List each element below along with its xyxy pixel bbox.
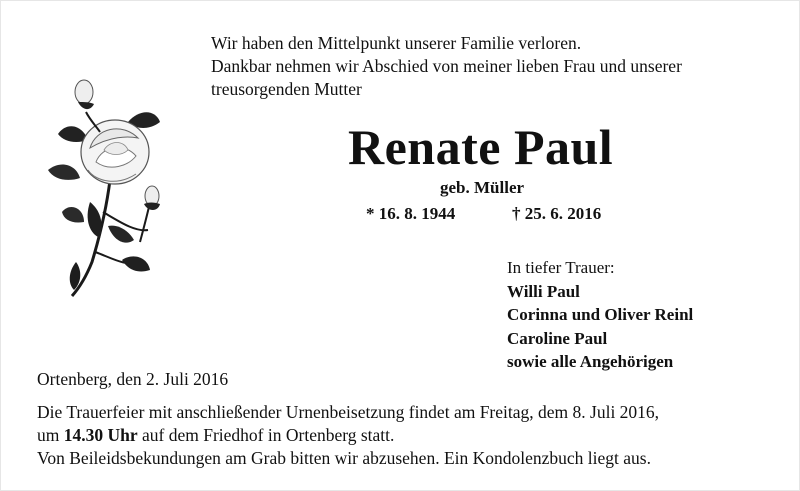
mourner-name: Corinna und Oliver Reinl — [507, 305, 694, 324]
maiden-name: geb. Müller — [440, 178, 525, 197]
notice-line: Von Beileidsbekundungen am Grab bitten wir abzusehen. Ein Kondolenzbuch liegt aus. — [37, 448, 651, 468]
notice-time-suffix: auf dem Friedhof in Ortenberg statt. — [142, 425, 395, 445]
funeral-notice — [37, 401, 659, 470]
notice-time-prefix: um — [37, 425, 60, 445]
mourners-heading: In tiefer Trauer: — [507, 258, 615, 277]
deceased-name: Renate Paul — [348, 119, 614, 175]
mourner-name: Willi Paul — [507, 281, 580, 301]
intro-line: Dankbar nehmen wir Abschied von meiner lieben Frau und unserer — [211, 56, 682, 76]
intro-line: Wir haben den Mittelpunkt unserer Familie verloren. — [211, 33, 582, 53]
birth-date: * 16. 8. 1944 — [366, 204, 456, 223]
intro-line: treusorgenden Mutter — [211, 79, 362, 99]
intro-text — [211, 32, 682, 101]
notice-line: Die Trauerfeier mit anschließender Urnenbeisetzung findet am Freitag, dem 8. Juli 2016, — [37, 402, 660, 422]
ceremony-time: 14.30 Uhr — [63, 425, 138, 445]
notice-line — [37, 424, 659, 447]
mourner-name: sowie alle Angehörigen — [507, 352, 674, 371]
death-date: † 25. 6. 2016 — [512, 204, 602, 223]
mourners-block — [507, 256, 693, 374]
place-date: Ortenberg, den 2. Juli 2016 — [37, 369, 229, 389]
mourner-name: Caroline Paul — [507, 328, 608, 348]
rose-icon — [40, 62, 190, 298]
